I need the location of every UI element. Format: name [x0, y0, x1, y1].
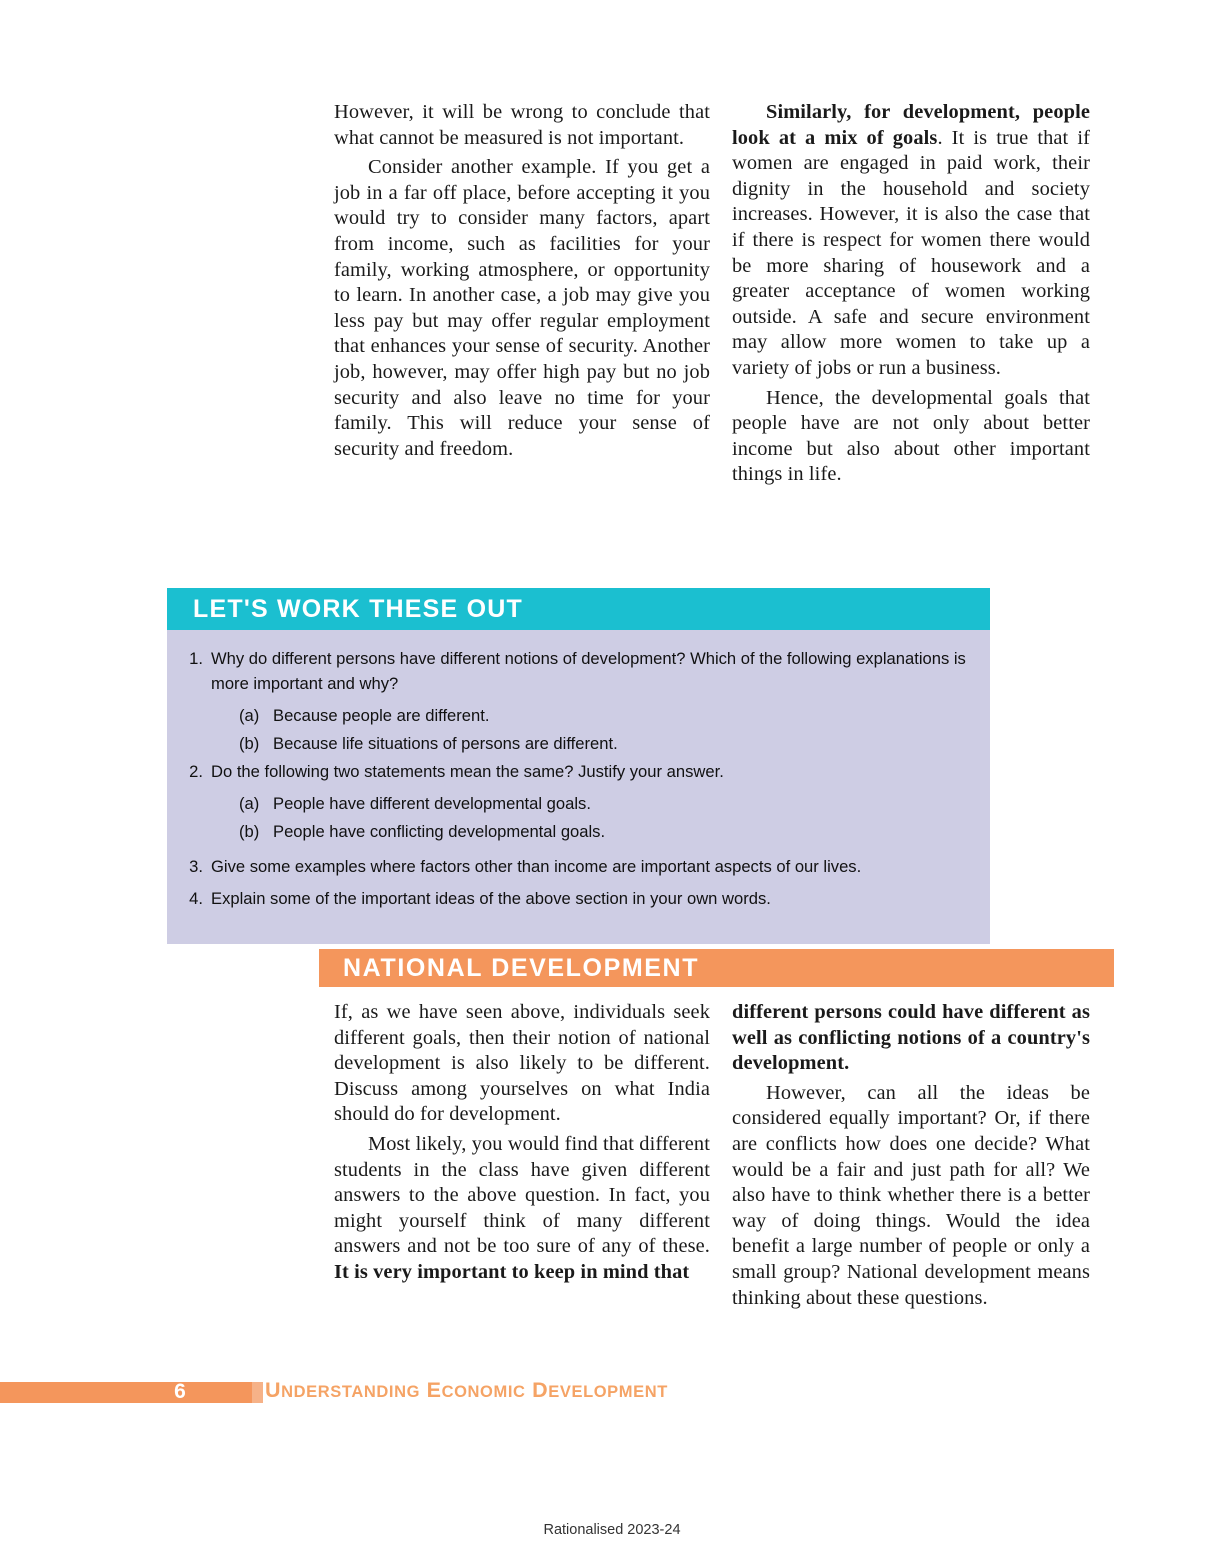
top-text-columns — [334, 100, 1090, 492]
footer-book-title — [265, 1378, 668, 1403]
paragraph — [732, 100, 1090, 382]
top-left-column — [334, 100, 710, 492]
paragraph-text: Most likely, you would find that different students in the class have given different answers to the above question. In fact, you might yourself think of many different answers and not be too sure of any of these. — [334, 1132, 710, 1258]
paragraph-bold: different persons could have different as well as conflicting notions of a country's development. — [732, 1001, 1090, 1075]
footer-cap-3: D — [532, 1378, 549, 1402]
paragraph: Hence, the developmental goals that people have are not only about better income but also about other important things in life. — [732, 386, 1090, 486]
paragraph-bold-tail: It is very important to keep in mind that — [334, 1260, 690, 1283]
sub-option-text: People have conflicting developmental goals. — [273, 822, 606, 841]
exercise-sub-option — [177, 791, 968, 816]
rationalised-note: Rationalised 2023-24 — [543, 1522, 681, 1538]
exercise-question — [177, 886, 968, 911]
question-number: 1. — [189, 649, 203, 668]
top-right-column — [732, 100, 1090, 492]
exercise-question — [177, 759, 968, 784]
lets-work-these-out-body — [167, 630, 990, 944]
paragraph: Consider another example. If you get a job in a far off place, before accepting it you would try to consider many factors, apart from income, such as facilities for your family, working atmosphere, or opportunity to learn. In another case, a job may give you less pay but may offer regular employment that enhances your sense of security. Another job, however, may offer high pay but no job security and also leave no time for your family. This will reduce your sense of security and freedom. — [334, 156, 710, 460]
footer-cap-2: E — [426, 1378, 442, 1402]
sub-option-text: Because life situations of persons are different. — [273, 734, 618, 753]
exercise-question — [177, 854, 968, 879]
paragraph-bold-lead: Similarly, for development, people look at a mix of goals — [732, 101, 1090, 149]
footer-word-2 — [427, 1378, 526, 1402]
exercise-sub-option — [177, 703, 968, 728]
footer-cap-1: U — [265, 1378, 282, 1402]
footer-word-3 — [532, 1378, 668, 1402]
lets-work-these-out-title: LET'S WORK THESE OUT — [193, 594, 523, 623]
national-development-header — [319, 949, 1114, 987]
bottom-text-columns — [334, 1000, 1090, 1315]
exercise-sub-option — [177, 731, 968, 756]
paragraph: However, it will be wrong to conclude that what cannot be measured is not important. — [334, 101, 710, 149]
exercise-question — [177, 646, 968, 696]
exercise-sub-option — [177, 819, 968, 844]
footer-rest-3: EVELOPMENT — [548, 1383, 668, 1401]
question-number: 2. — [189, 762, 203, 781]
question-text: Explain some of the important ideas of the above section in your own words. — [211, 889, 771, 908]
question-number: 3. — [189, 857, 203, 876]
paragraph — [732, 1000, 1090, 1077]
paragraph — [334, 1132, 710, 1286]
sub-option-text: People have different developmental goals. — [273, 794, 591, 813]
lets-work-these-out-header — [167, 588, 990, 630]
footer-rest-2: CONOMIC — [441, 1383, 526, 1401]
paragraph-text: . It is true that if women are engaged in paid work, their dignity in the household and society increases. However, it is also the case that if there is respect for women there would be more sharing of housework and a greater acceptance of women working outside. A safe and secure environment may allow more women to take up a variety of jobs or run a business. — [732, 126, 1090, 379]
footer-orange-bar — [0, 1382, 252, 1403]
national-development-title: NATIONAL DEVELOPMENT — [343, 953, 700, 982]
paragraph: If, as we have seen above, individuals seek different goals, then their notion of national development is also likely to be different. Discuss among yourselves on what India should do for development. — [334, 1001, 710, 1126]
sub-option-text: Because people are different. — [273, 706, 490, 725]
sub-option-label: (b) — [239, 822, 260, 841]
footer-word-1 — [265, 1378, 420, 1402]
question-text: Do the following two statements mean the same? Justify your answer. — [211, 762, 724, 781]
sub-option-label: (a) — [239, 706, 260, 725]
sub-option-label: (a) — [239, 794, 260, 813]
lets-work-these-out-box — [167, 588, 990, 944]
question-number: 4. — [189, 889, 203, 908]
sub-option-label: (b) — [239, 734, 260, 753]
question-text: Give some examples where factors other than income are important aspects of our lives. — [211, 857, 862, 876]
footer-rest-1: NDERSTANDING — [281, 1383, 421, 1401]
question-text: Why do different persons have different notions of development? Which of the following explanations is more important and why? — [211, 649, 966, 693]
paragraph: However, can all the ideas be considered equally important? Or, if there are conflicts how does one decide? What would be a fair and just path for all? We also have to think whether there is a better way of doing things. Would the idea benefit a large number of people or only a small group? National development means thinking about these questions. — [732, 1081, 1090, 1309]
footer-orange-tab — [252, 1382, 263, 1403]
page-number: 6 — [174, 1380, 186, 1403]
bottom-left-column — [334, 1000, 710, 1315]
bottom-right-column — [732, 1000, 1090, 1315]
